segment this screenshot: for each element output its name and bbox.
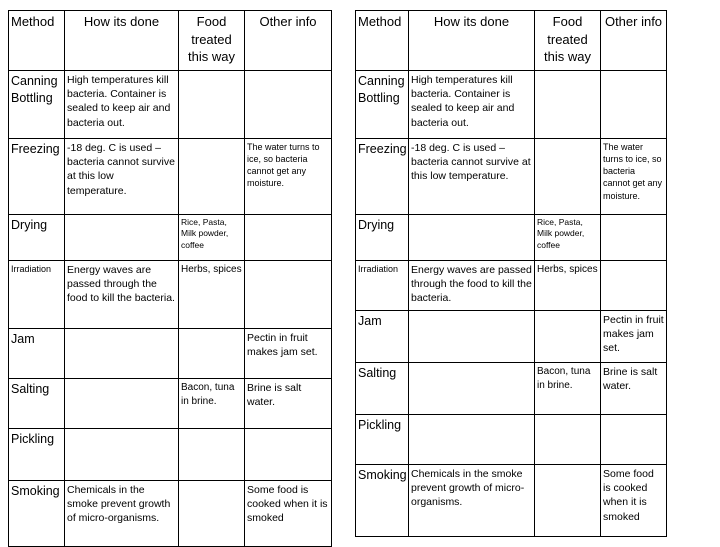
table-row	[356, 71, 667, 139]
food-cell	[179, 429, 245, 481]
other-cell: The water turns to ice, so bacteria cannot get any moisture.	[601, 139, 667, 215]
header-other: Other info	[245, 11, 332, 71]
method-cell: Irradiation	[356, 261, 409, 311]
method-cell: Pickling	[9, 429, 65, 481]
preservation-table-right	[355, 10, 667, 537]
table-row	[9, 71, 332, 139]
food-cell	[179, 329, 245, 379]
food-cell: Herbs, spices	[535, 261, 601, 311]
food-cell: Herbs, spices	[179, 261, 245, 329]
food-cell: Bacon, tuna in brine.	[179, 379, 245, 429]
how-cell	[409, 415, 535, 465]
method-cell: Smoking	[356, 465, 409, 537]
method-cell: Drying	[356, 215, 409, 261]
method-cell: Freezing	[9, 139, 65, 215]
how-cell: -18 deg. C is used – bacteria cannot survive at this low temperature.	[65, 139, 179, 215]
how-cell: Chemicals in the smoke prevent growth of micro-organisms.	[409, 465, 535, 537]
header-other: Other info	[601, 11, 667, 71]
other-cell: Pectin in fruit makes jam set.	[601, 311, 667, 363]
table-row	[9, 329, 332, 379]
food-cell: Rice, Pasta, Milk powder, coffee	[535, 215, 601, 261]
how-cell	[409, 363, 535, 415]
table-row	[356, 261, 667, 311]
how-cell: High temperatures kill bacteria. Container is sealed to keep air and bacteria out.	[409, 71, 535, 139]
method-cell: Salting	[356, 363, 409, 415]
table-row	[356, 215, 667, 261]
table-row	[356, 311, 667, 363]
other-cell	[601, 415, 667, 465]
other-cell: Some food is cooked when it is smoked	[245, 481, 332, 547]
table-row	[9, 429, 332, 481]
how-cell	[409, 215, 535, 261]
food-cell	[179, 139, 245, 215]
other-cell	[601, 215, 667, 261]
table-row	[9, 379, 332, 429]
food-cell	[535, 311, 601, 363]
food-cell	[535, 71, 601, 139]
method-cell: Drying	[9, 215, 65, 261]
header-method: Method	[356, 11, 409, 71]
method-cell: Canning Bottling	[356, 71, 409, 139]
method-cell: Canning Bottling	[9, 71, 65, 139]
how-cell: High temperatures kill bacteria. Container is sealed to keep air and bacteria out.	[65, 71, 179, 139]
table-row	[9, 481, 332, 547]
food-cell	[535, 139, 601, 215]
other-cell: Pectin in fruit makes jam set.	[245, 329, 332, 379]
header-method: Method	[9, 11, 65, 71]
food-cell: Bacon, tuna in brine.	[535, 363, 601, 415]
header-food: Food treated this way	[535, 11, 601, 71]
table-row	[356, 139, 667, 215]
header-row	[9, 11, 332, 71]
preservation-table-left	[8, 10, 332, 547]
table-row	[356, 363, 667, 415]
how-cell	[65, 215, 179, 261]
how-cell	[65, 329, 179, 379]
food-cell	[179, 481, 245, 547]
method-cell: Jam	[356, 311, 409, 363]
how-cell	[65, 379, 179, 429]
table-row	[9, 139, 332, 215]
other-cell	[601, 71, 667, 139]
method-cell: Pickling	[356, 415, 409, 465]
how-cell: Energy waves are passed through the food to kill the bacteria.	[409, 261, 535, 311]
food-cell	[535, 465, 601, 537]
method-cell: Jam	[9, 329, 65, 379]
table-row	[356, 465, 667, 537]
other-cell: Some food is cooked when it is smoked	[601, 465, 667, 537]
method-cell: Irradiation	[9, 261, 65, 329]
other-cell	[245, 215, 332, 261]
other-cell	[245, 429, 332, 481]
how-cell: -18 deg. C is used – bacteria cannot survive at this low temperature.	[409, 139, 535, 215]
other-cell	[245, 71, 332, 139]
food-cell	[535, 415, 601, 465]
header-row	[356, 11, 667, 71]
how-cell: Chemicals in the smoke prevent growth of micro-organisms.	[65, 481, 179, 547]
header-how: How its done	[409, 11, 535, 71]
method-cell: Smoking	[9, 481, 65, 547]
how-cell: Energy waves are passed through the food to kill the bacteria.	[65, 261, 179, 329]
method-cell: Freezing	[356, 139, 409, 215]
other-cell	[245, 261, 332, 329]
table-row	[9, 261, 332, 329]
method-cell: Salting	[9, 379, 65, 429]
how-cell	[65, 429, 179, 481]
food-cell	[179, 71, 245, 139]
header-how: How its done	[65, 11, 179, 71]
other-cell: The water turns to ice, so bacteria cannot get any moisture.	[245, 139, 332, 215]
other-cell: Brine is salt water.	[601, 363, 667, 415]
how-cell	[409, 311, 535, 363]
table-row	[356, 415, 667, 465]
table-row	[9, 215, 332, 261]
header-food: Food treated this way	[179, 11, 245, 71]
other-cell: Brine is salt water.	[245, 379, 332, 429]
other-cell	[601, 261, 667, 311]
food-cell: Rice, Pasta, Milk powder, coffee	[179, 215, 245, 261]
